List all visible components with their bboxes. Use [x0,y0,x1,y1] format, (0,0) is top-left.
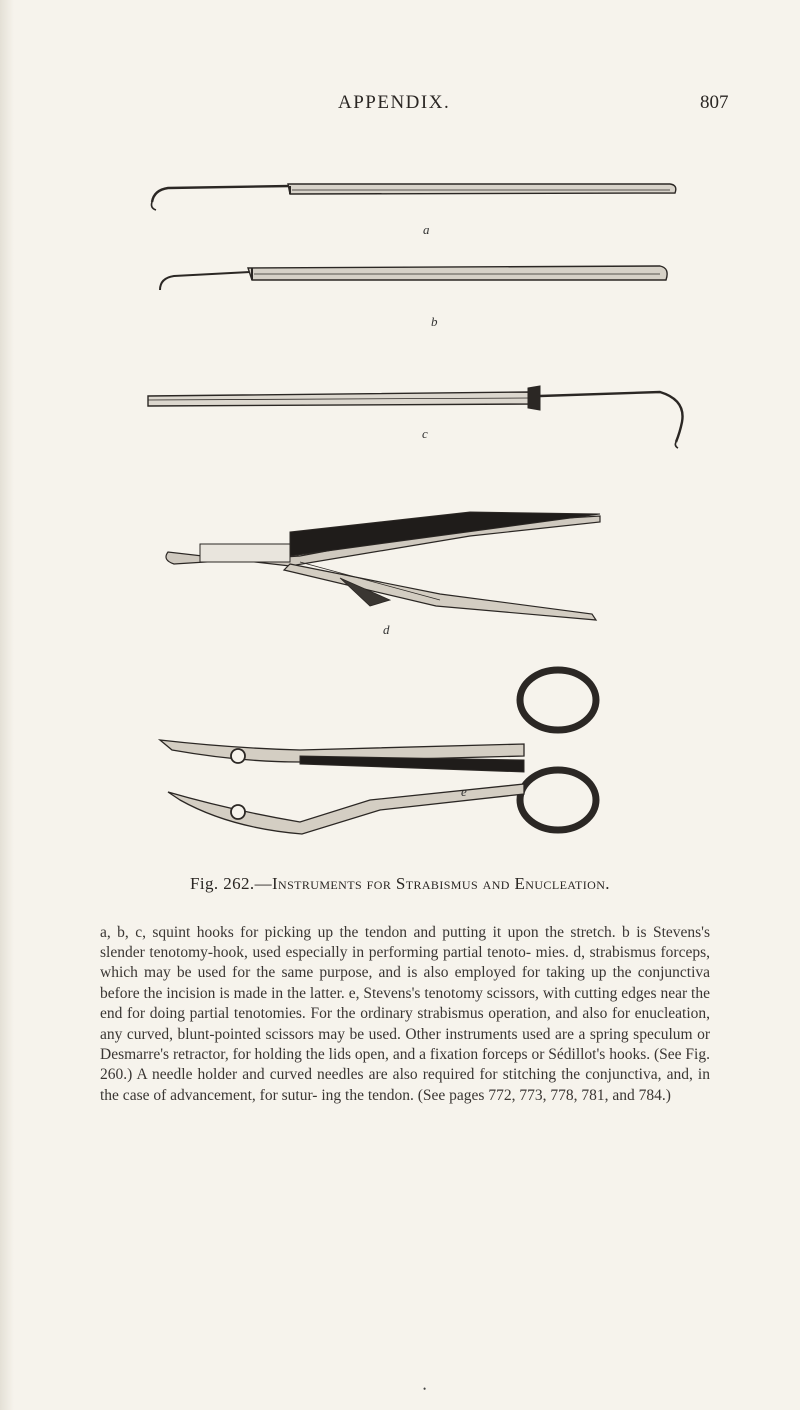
caption-figure-number: Fig. 262. [190,874,255,893]
figure-label-d: d [383,622,390,637]
squint-hook-c [148,386,683,448]
instrument-figure [140,160,700,860]
tenotomy-hook-b [160,266,667,290]
page-number: 807 [700,92,729,113]
squint-hook-a [152,184,676,210]
figure-label-a: a [423,222,430,237]
running-title: APPENDIX. [338,92,451,113]
instrument-illustration [140,160,700,860]
figure-label-c: c [422,426,428,441]
page-mark: • [423,1384,427,1394]
caption-body-text: a, b, c, squint hooks for picking up the tendon and putting it upon the stretch. b is Stevens's slender tenotomy-hook, used especially in performing partial tenoto- mies. d, strabismus forceps, which may be used for the same purpose, and is also employed for taking up the conjunctiva before the incision is made in the latter. e, Stevens's tenotomy scissors, with cutting edges near the end for doing partial tenotomies. For the ordinary strabismus operation, and also for enucleation, any curved, blunt-pointed scissors may be used. Other instruments used are a spring speculum or Desmarre's retractor, for holding the lids open, and a fixation forceps or Sédillot's hooks. (See Fig. 260.) A needle holder and curved needles are also required for stitching the conjunctiva, and, in the case of advancement, for sutur- ing the tendon. (See pages 772, 773, 778, 781, and 784.) [100,923,710,1104]
strabismus-forceps-d [166,512,600,620]
caption-title: —Instruments for Strabismus and Enucleation. [254,874,610,893]
tenotomy-scissors-e [160,670,596,834]
figure-label-b: b [431,314,438,329]
figure-caption [0,874,800,894]
page-edge [0,0,14,1410]
running-head [0,92,800,122]
figure-label-e: e [461,784,467,799]
